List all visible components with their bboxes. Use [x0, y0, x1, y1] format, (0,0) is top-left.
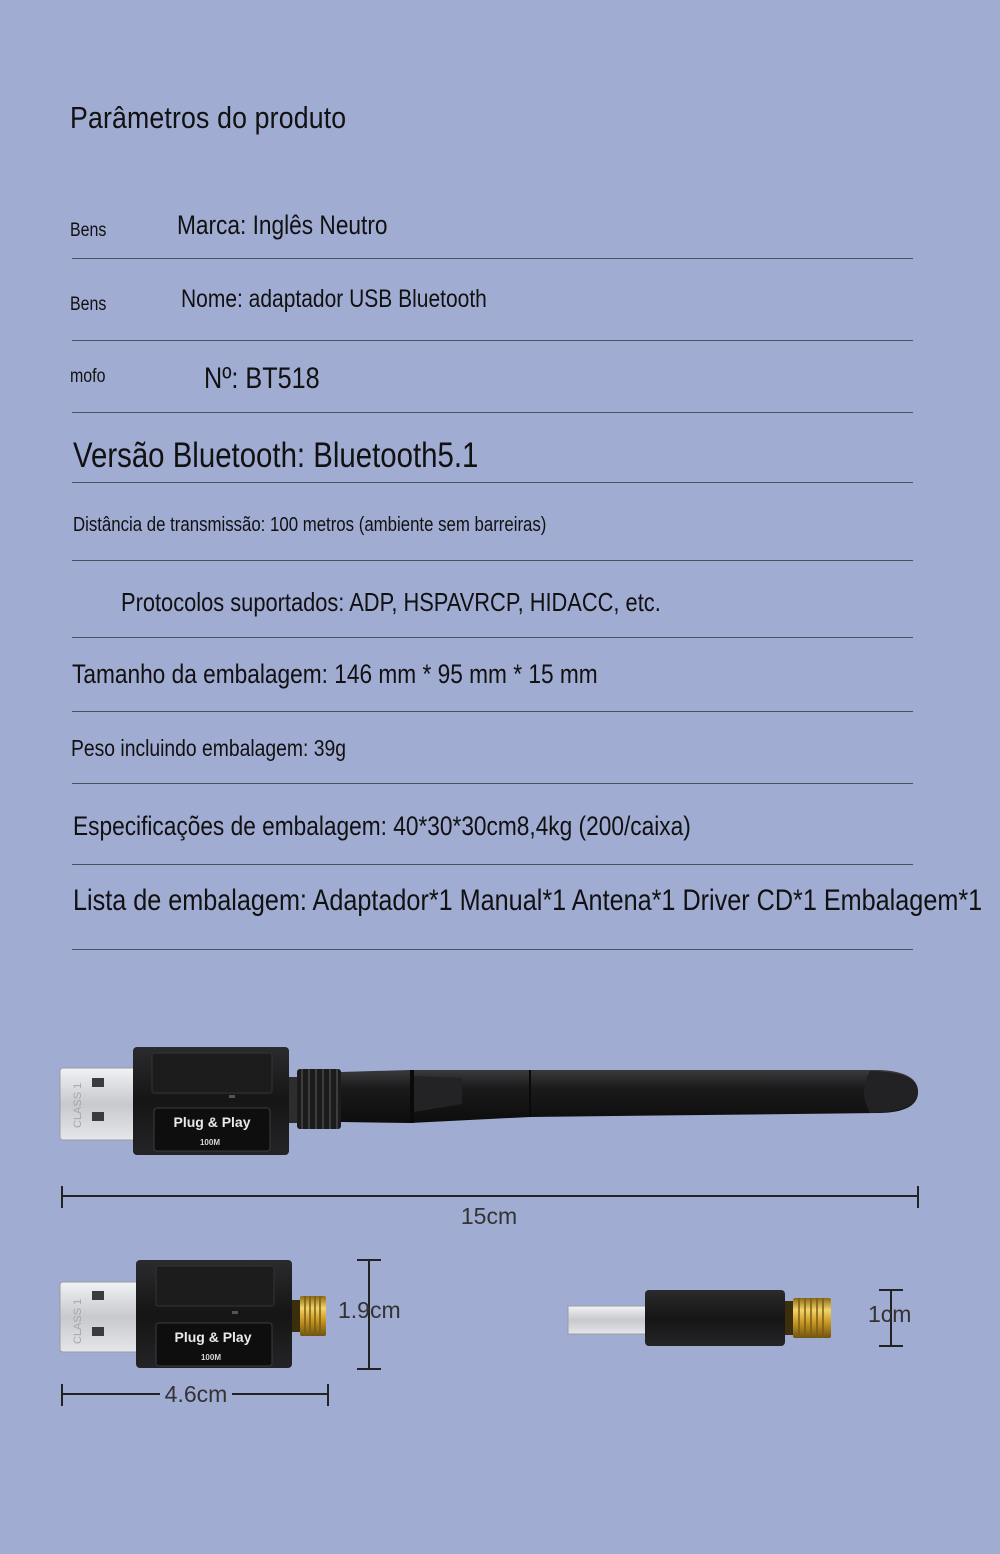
spec-value: Lista de embalagem: Adaptador*1 Manual*1 Antena*1 Driver CD*1 Embalagem*1 — [73, 884, 983, 917]
dimension-label: 1cm — [868, 1301, 912, 1327]
spec-label: mofo — [70, 366, 106, 387]
spec-value: Distância de transmissão: 100 metros (ambiente sem barreiras) — [73, 514, 547, 536]
spec-value: Protocolos suportados: ADP, HSPAVRCP, HIDACC, etc. — [121, 587, 661, 617]
dimension-thickness — [868, 1290, 911, 1346]
spec-value: Marca: Inglês Neutro — [177, 210, 388, 240]
spec-value: Peso incluindo embalagem: 39g — [71, 735, 346, 761]
dimension-label: 15cm — [460, 1203, 518, 1229]
dimension-label: 1.9cm — [338, 1297, 401, 1323]
adapter-front-view — [60, 1260, 326, 1368]
badge-sub: 100M — [200, 1353, 222, 1362]
spec-value: Versão Bluetooth: Bluetooth5.1 — [73, 436, 479, 475]
badge-sub: 100M — [199, 1138, 221, 1147]
spec-value: Especificações de embalagem: 40*30*30cm8,4kg (200/caixa) — [73, 811, 691, 841]
dimension-total-length — [62, 1186, 918, 1229]
spec-label: Bens — [70, 220, 107, 241]
spec-value: Nome: adaptador USB Bluetooth — [181, 285, 487, 313]
usb-class-text: CLASS 1 — [72, 1082, 84, 1128]
dimension-body-height — [338, 1260, 401, 1369]
plug-play-badge: Plug & Play — [174, 1329, 252, 1345]
adapter-with-antenna — [60, 1047, 918, 1155]
spec-value: Tamanho da embalagem: 146 mm * 95 mm * 15 mm — [72, 659, 598, 689]
spec-label: Bens — [70, 294, 107, 315]
plug-play-badge: Plug & Play — [173, 1114, 251, 1130]
adapter-side-view — [568, 1290, 831, 1346]
page-title: Parâmetros do produto — [70, 100, 347, 135]
usb-class-text: CLASS 1 — [72, 1298, 84, 1344]
dimension-body-length — [62, 1381, 328, 1407]
dimension-label: 4.6cm — [164, 1381, 228, 1407]
spec-value: Nº: BT518 — [204, 362, 320, 395]
